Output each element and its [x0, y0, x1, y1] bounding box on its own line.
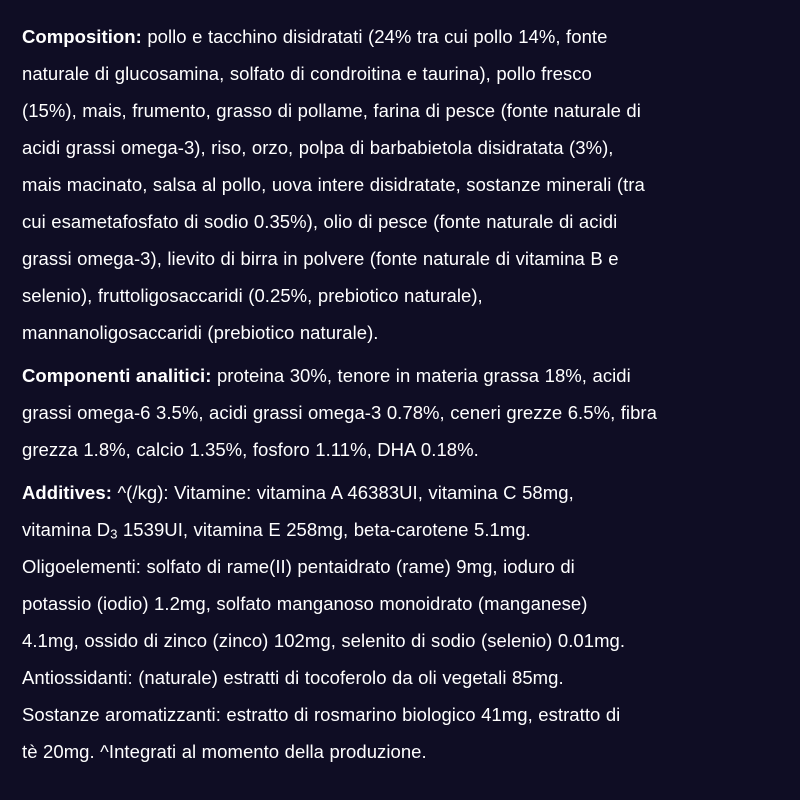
- additives-section: [22, 474, 776, 770]
- vitamin-d-rest: 1539UI, vitamina E 258mg, beta-carotene 5.1mg.: [117, 519, 531, 540]
- composition-line: acidi grassi omega-3), riso, orzo, polpa di barbabietola disidratata (3%),: [22, 137, 614, 158]
- composition-line: grassi omega-3), lievito di birra in polvere (fonte naturale di vitamina B e: [22, 248, 619, 269]
- analytical-text: proteina 30%, tenore in materia grassa 18%, acidi: [216, 365, 631, 386]
- analytical-line: grassi omega-6 3.5%, acidi grassi omega-3 0.78%, ceneri grezze 6.5%, fibra: [22, 402, 657, 423]
- vitamin-d-subscript: 3: [110, 526, 118, 542]
- composition-section: [22, 18, 776, 351]
- composition-line: mannanoligosaccaridi (prebiotico naturale).: [22, 322, 379, 343]
- analytical-label: Componenti analitici:: [22, 365, 212, 386]
- analytical-line-1: [22, 357, 776, 394]
- composition-label: Composition:: [22, 26, 142, 47]
- composition-line: mais macinato, salsa al pollo, uova intere disidratate, sostanze minerali (tra: [22, 174, 645, 195]
- analytical-line: grezza 1.8%, calcio 1.35%, fosforo 1.11%, DHA 0.18%.: [22, 439, 479, 460]
- additives-line: 4.1mg, ossido di zinco (zinco) 102mg, selenito di sodio (selenio) 0.01mg.: [22, 630, 626, 651]
- additives-line: potassio (iodio) 1.2mg, solfato manganoso monoidrato (manganese): [22, 593, 588, 614]
- composition-line: selenio), fruttoligosaccaridi (0.25%, prebiotico naturale),: [22, 285, 483, 306]
- composition-line: naturale di glucosamina, solfato di condroitina e taurina), pollo fresco: [22, 63, 592, 84]
- additives-label: Additives:: [22, 482, 112, 503]
- additives-line: Oligoelementi: solfato di rame(II) pentaidrato (rame) 9mg, ioduro di: [22, 556, 575, 577]
- additives-line-vitamin-d: [22, 511, 776, 548]
- additives-line: Antiossidanti: (naturale) estratti di tocoferolo da oli vegetali 85mg.: [22, 667, 564, 688]
- additives-text: ^(/kg): Vitamine: vitamina A 46383UI, vitamina C 58mg,: [117, 482, 574, 503]
- composition-text: pollo e tacchino disidratati (24% tra cui pollo 14%, fonte: [147, 26, 608, 47]
- additives-line: Sostanze aromatizzanti: estratto di rosmarino biologico 41mg, estratto di: [22, 704, 621, 725]
- composition-line: (15%), mais, frumento, grasso di pollame, farina di pesce (fonte naturale di: [22, 100, 641, 121]
- additives-line: tè 20mg. ^Integrati al momento della produzione.: [22, 741, 427, 762]
- analytical-section: [22, 357, 776, 468]
- composition-line-1: [22, 18, 776, 55]
- composition-line: cui esametafosfato di sodio 0.35%), olio di pesce (fonte naturale di acidi: [22, 211, 618, 232]
- vitamin-d-text: vitamina D: [22, 519, 111, 540]
- additives-line-1: [22, 474, 776, 511]
